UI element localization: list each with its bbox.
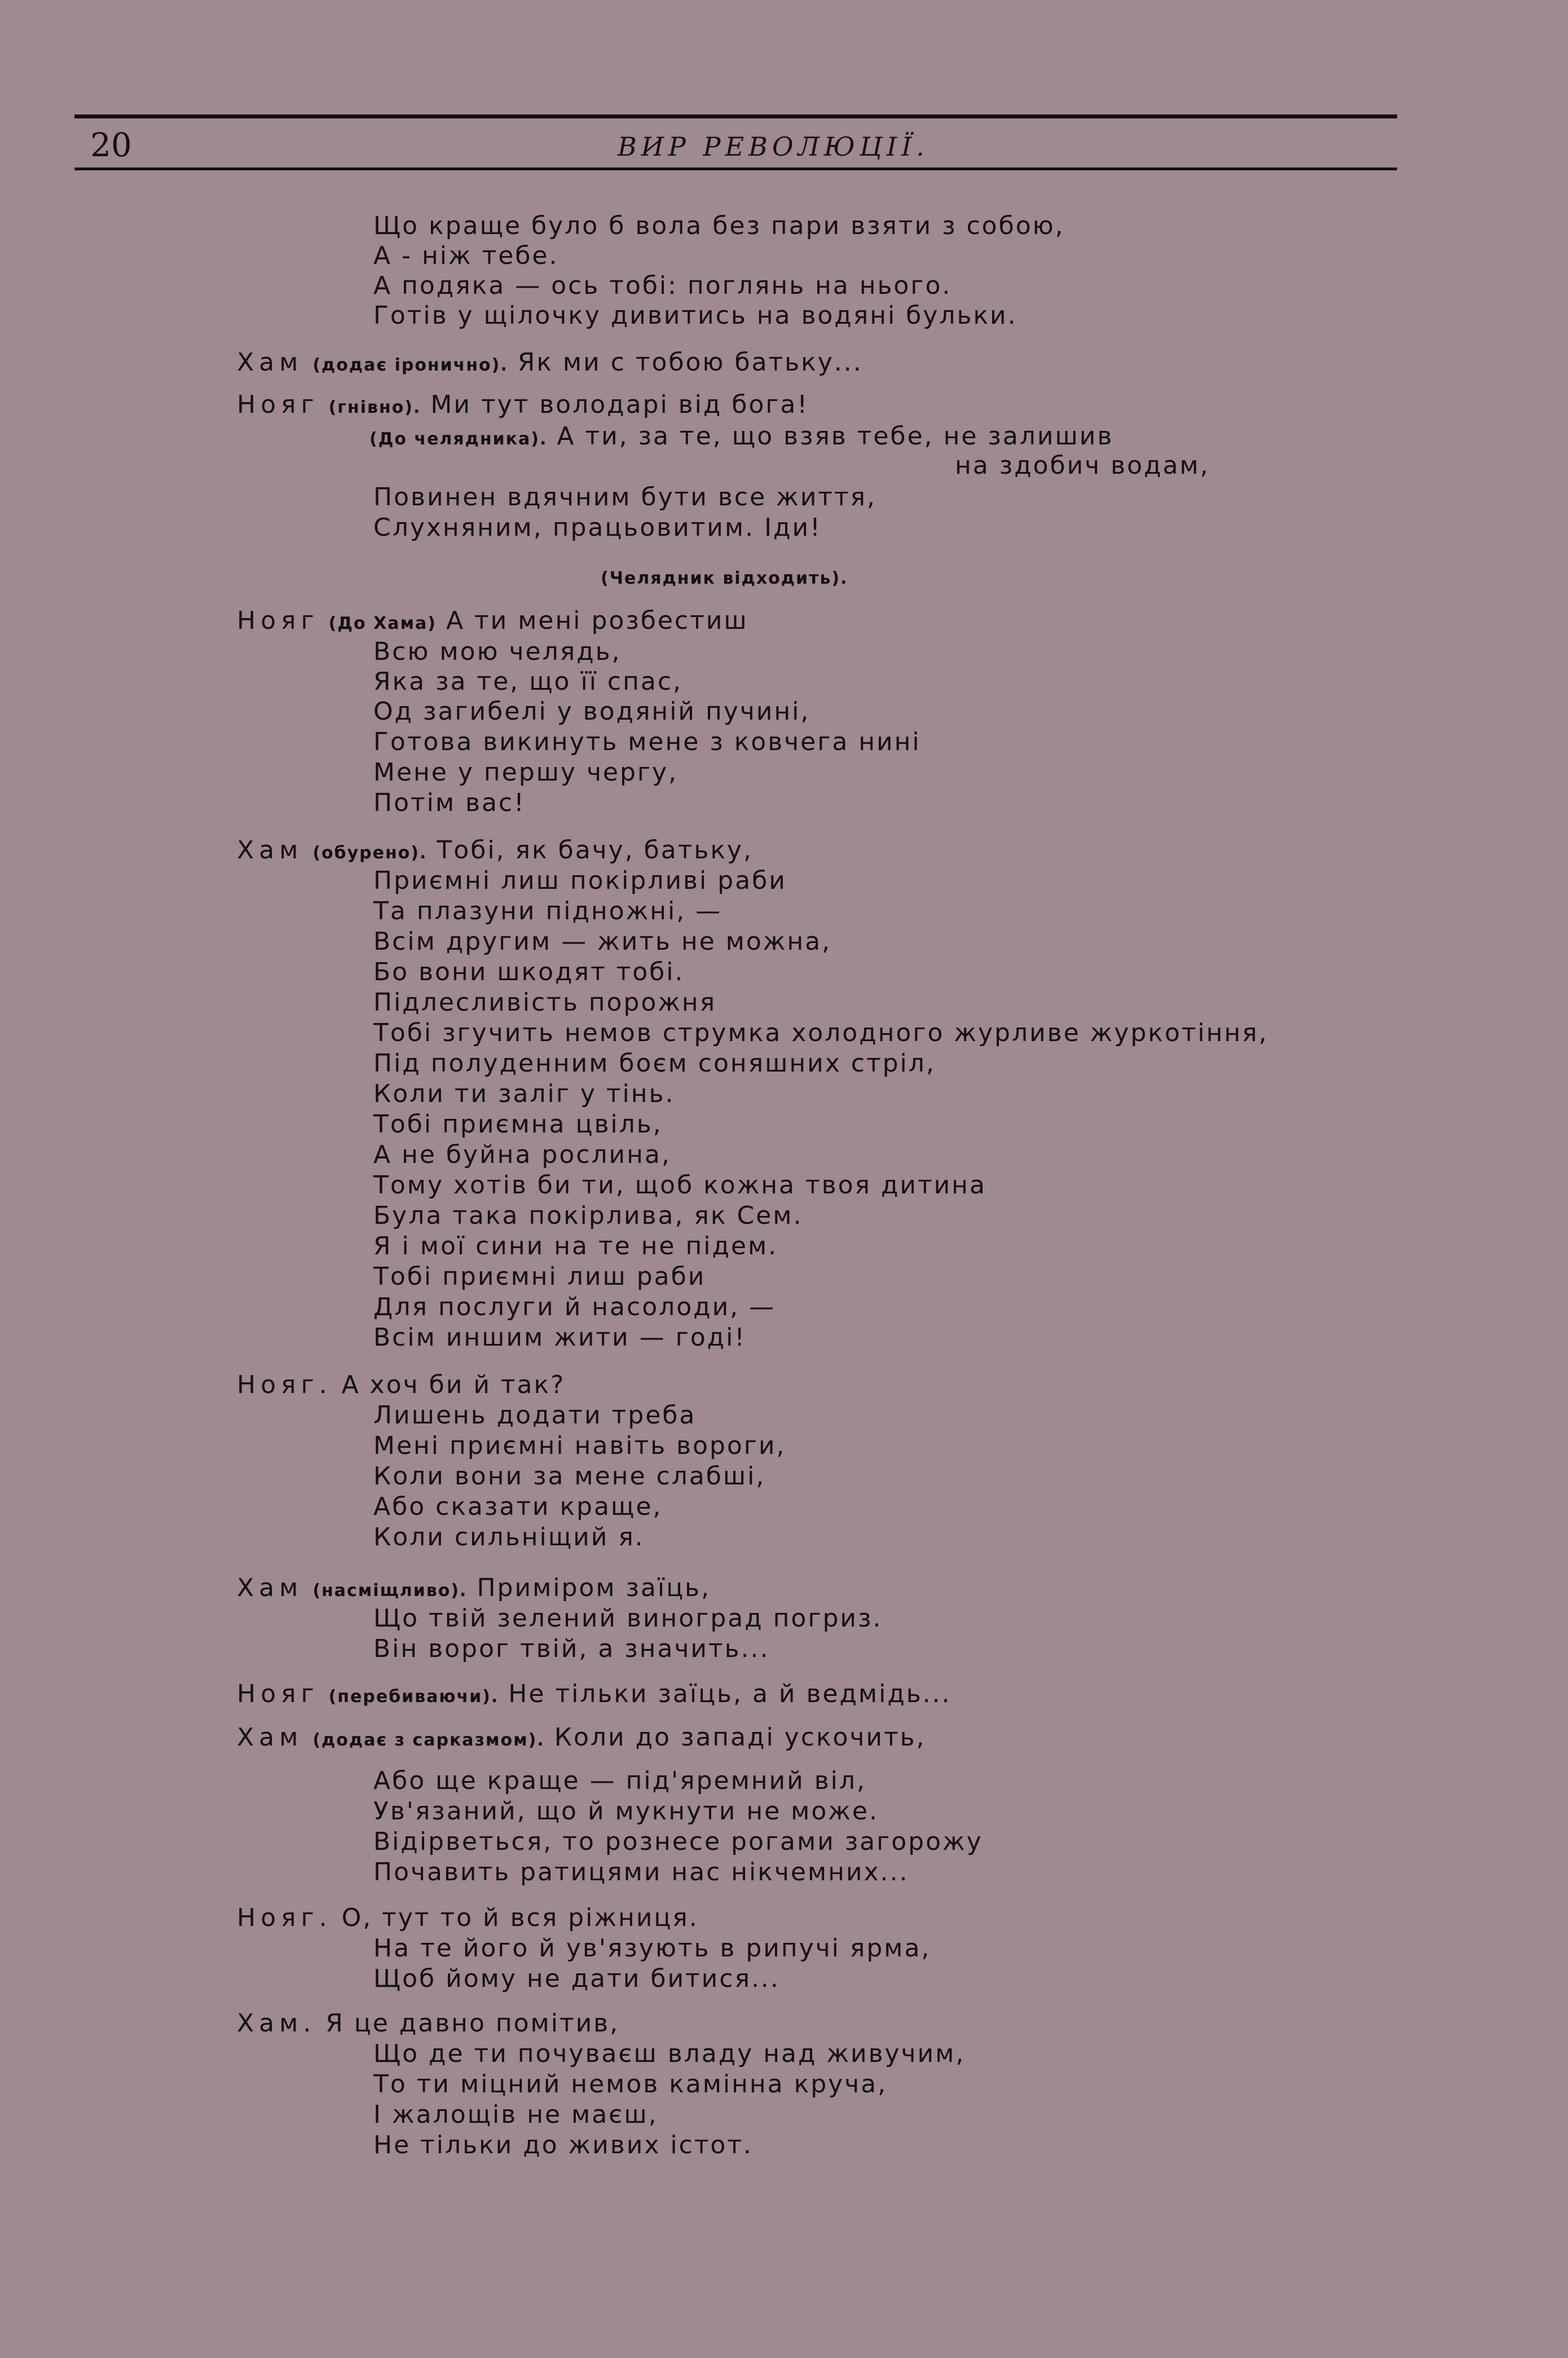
header-rule-bottom [74,168,1397,170]
text-line [373,271,952,301]
text-line [373,1201,803,1231]
speaker-name: Хам [237,348,303,377]
line-text: Од загибелі у водяній пучині, [373,697,811,726]
text-line [373,2131,753,2160]
text-line [373,1858,909,1887]
text-line [373,2070,887,2099]
text-line [373,1523,645,1552]
text-line [373,301,1018,330]
text-line [373,1766,866,1796]
line-text: А - ніж тебе. [373,241,559,270]
line-text: Бо вони шкодят тобі. [373,958,685,986]
text-line [373,1634,770,1664]
line-text: Він ворог твій, а значить... [373,1634,770,1663]
text-line [237,1370,565,1400]
speaker-name: Нояг [237,1680,319,1708]
text-line [373,1604,882,1633]
stage-direction: (Челядник відходить). [601,568,848,588]
line-text: Що де ти почуваєш владу над живучим, [373,2039,966,2068]
line-text: Або сказати краще, [373,1492,663,1521]
text-line [237,348,863,380]
text-line [373,1323,746,1352]
line-text: Приміром заїць, [477,1574,711,1602]
line-text: Мені приємні навіть вороги, [373,1431,786,1460]
text-line [373,1110,663,1139]
line-text: На те його й ув'язують в рипучі ярма, [373,1934,931,1963]
line-text: Що краще було б вола без пари взяти з собою, [373,211,1065,240]
text-line [373,1401,696,1430]
line-text: Потім вас! [373,788,526,817]
line-text: І жалощів не маєш, [373,2100,658,2129]
text-line [373,1492,662,1522]
line-text: Коли вони за мене слабші, [373,1462,766,1491]
line-text: Не тільки заїць, а й ведмідь... [508,1680,952,1708]
speaker-name: Нояг. [237,1370,332,1399]
text-line [373,1934,931,1963]
line-text: Я і мої сини на те не підем. [373,1232,778,1260]
text-line [237,1903,699,1933]
line-text: Ув'язаний, що й мукнути не може. [373,1797,879,1826]
line-text: Не тільки до живих істот. [373,2131,753,2159]
text-line [373,788,526,818]
line-text: Була така покірлива, як Сем. [373,1201,803,1230]
line-text: на здобич водам, [955,451,1210,480]
text-line [373,1462,765,1491]
line-text: Під полуденним боєм соняшних стріл, [373,1049,936,1078]
speaker-name: Хам [237,1574,303,1602]
text-line [373,958,684,987]
line-text: Всім другим — жить не можна, [373,927,832,956]
speaker-name: Хам. [237,2009,316,2038]
text-line [373,513,822,543]
line-text: Яка за те, що її спас, [373,667,683,696]
text-line [373,637,622,667]
text-line [373,211,1065,241]
stage-direction: (перебиваючи). [328,1687,499,1707]
line-text: То ти міцний немов камінна круча, [373,2070,888,2099]
text-line [237,2009,619,2038]
text-line [373,483,877,512]
line-text: Коли до западі ускочить, [554,1723,926,1752]
line-text: Відірветься, то рознесе рогами загорожу [373,1827,983,1856]
text-line [373,1140,671,1170]
stage-direction: (додає з сарказмом). [312,1730,545,1750]
line-text: Всім иншим жити — годі! [373,1323,746,1352]
line-text: Коли сильніщий я. [373,1523,645,1552]
header-rule-top [74,114,1397,118]
text-line [373,1964,780,1994]
line-text: Ми тут володарі від бога! [430,390,809,419]
line-text: Я це давно помітив, [325,2009,620,2038]
speaker-name: Нояг. [237,1903,332,1932]
text-line [955,451,1210,481]
text-line [373,866,787,896]
stage-direction: (насміщливо). [312,1581,468,1601]
text-line [373,2100,658,2130]
text-line [601,561,848,593]
text-line [373,1049,936,1078]
line-text: А подяка — ось тобі: поглянь на нього. [373,271,952,300]
text-line [373,897,722,926]
line-text: Слухняним, працьовитим. Іди! [373,513,822,542]
text-line [373,1431,786,1461]
line-text: Готова викинуть мене з ковчега нині [373,728,921,756]
stage-direction: (До челядника). [369,429,548,449]
text-line [373,1171,986,1200]
text-line [373,1797,879,1826]
line-text: Тобі приємна цвіль, [373,1110,663,1139]
text-line [373,1019,1269,1048]
text-line [373,1079,675,1109]
text-line [373,927,831,957]
text-line [373,728,921,757]
line-text: Для послуги й насолоди, — [373,1293,776,1321]
text-line [237,1723,926,1755]
text-line [373,988,716,1017]
page-number: 20 [90,126,132,164]
line-text: Тобі приємні лиш раби [373,1262,706,1291]
line-text: А ти мені розбестиш [446,606,748,635]
line-text: Щоб йому не дати битися... [373,1964,780,1993]
stage-direction: (додає іронично). [312,355,508,375]
line-text: Приємні лиш покірливі раби [373,866,787,895]
text-line [373,1293,776,1322]
line-text: Всю мою челядь, [373,637,622,666]
stage-direction: (обурено). [312,843,428,863]
text-line [373,697,810,726]
speaker-name: Хам [237,836,303,865]
line-text: Коли ти заліг у тінь. [373,1079,675,1108]
text-line [237,1680,952,1712]
line-text: Почавить ратицями нас нікчемних... [373,1858,909,1887]
line-text: Як ми с тобою батьку... [517,348,863,377]
speaker-name: Нояг [237,390,319,419]
line-text: А хоч би й так? [341,1370,566,1399]
stage-direction: (До Хама) [328,614,437,633]
stage-direction: (гнівно). [328,398,421,417]
line-text: Повинен вдячним бути все життя, [373,483,877,512]
line-text: Підлесливість порожня [373,988,717,1017]
line-text: Тобі, як бачу, батьку, [437,836,753,865]
line-text: А ти, за те, що взяв тебе, не залишив [557,422,1114,451]
line-text: Готів у щілочку дивитись на водяні бульки. [373,301,1018,330]
text-line [373,667,682,697]
speaker-name: Нояг [237,606,319,635]
text-line [237,1574,711,1606]
line-text: О, тут то й вся ріжниця. [341,1903,699,1932]
text-line [373,241,558,271]
text-line [373,1232,778,1261]
speaker-name: Хам [237,1723,303,1752]
text-line [373,1262,706,1292]
line-text: Лишень додати треба [373,1401,697,1430]
text-line [373,2039,965,2069]
line-text: Тобі згучить немов струмка холодного журливе журкотіння, [373,1019,1269,1047]
text-line [369,422,1113,454]
line-text: Та плазуни підножні, — [373,897,723,925]
text-line [237,390,809,422]
line-text: Або ще краще — під'яремний віл, [373,1766,866,1795]
line-text: Мене у першу чергу, [373,758,679,787]
text-line [373,1827,983,1857]
running-title: ВИР РЕВОЛЮЦІЇ. [618,131,929,162]
line-text: А не буйна рослина, [373,1140,671,1169]
text-line [237,836,753,868]
text-line [373,758,678,787]
line-text: Що твій зелений виноград погриз. [373,1604,883,1633]
text-line [237,606,748,638]
line-text: Тому хотів би ти, щоб кожна твоя дитина [373,1171,986,1200]
